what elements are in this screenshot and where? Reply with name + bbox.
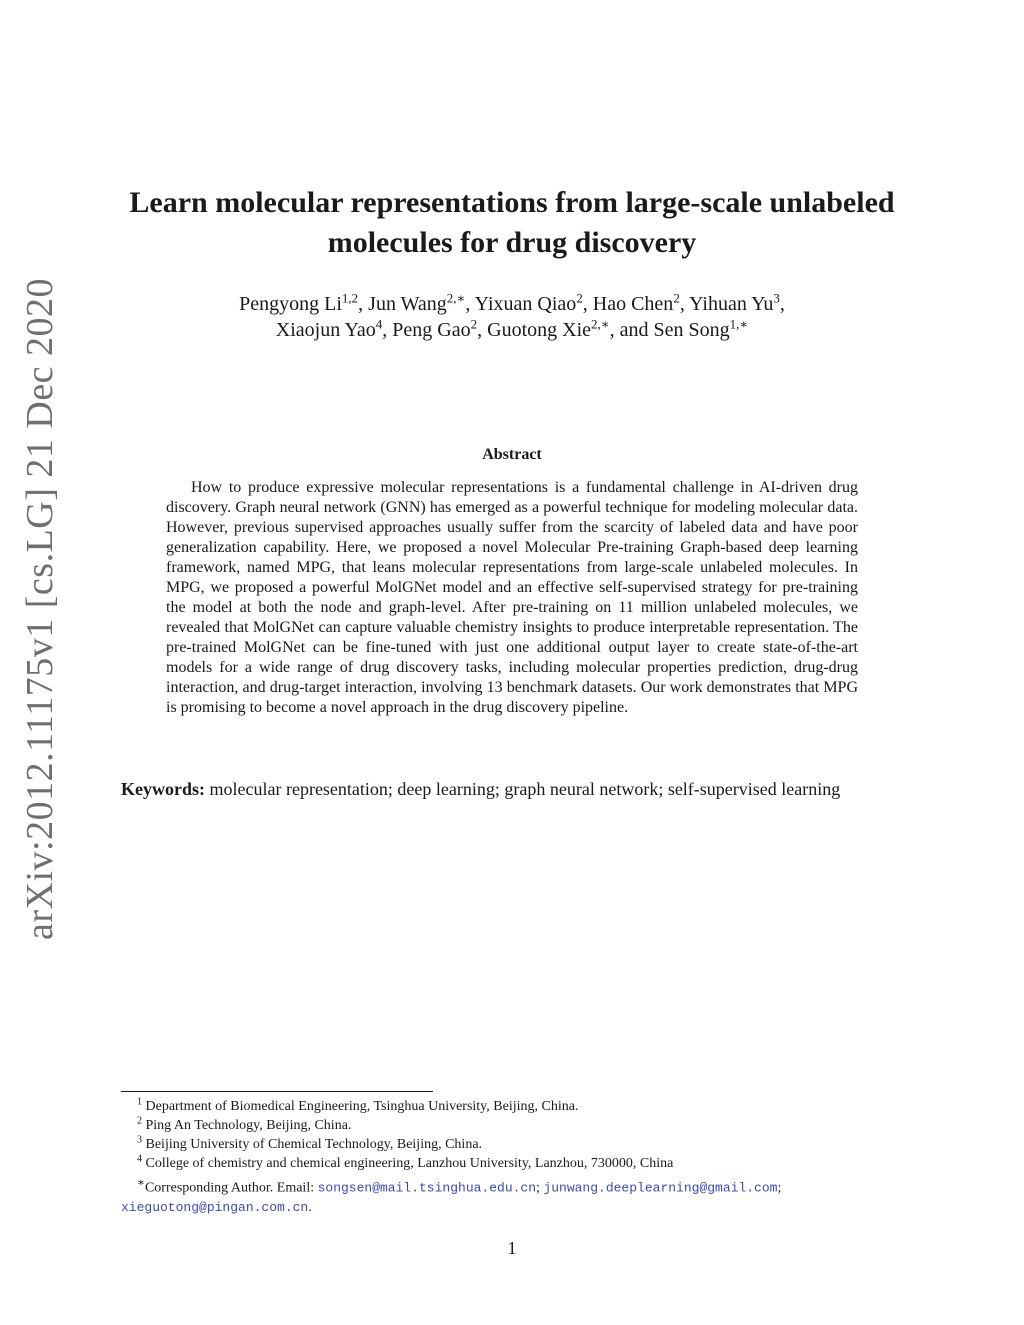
author-separator: , [465, 293, 475, 315]
author-name: Pengyong Li [239, 293, 342, 315]
footnote [121, 1116, 905, 1135]
email-link[interactable]: songsen@mail.tsinghua.edu.cn [317, 1180, 537, 1196]
author-name: Jun Wang [368, 293, 447, 315]
author-affiliation-mark: 2 [673, 290, 680, 306]
author-separator: , [382, 319, 393, 341]
corresponding-author-footnote: ∗Corresponding Author. Email: songsen@mail.tsinghua.edu.cn; junwang.deeplearning@gmail.com; [137, 1176, 782, 1196]
author-separator: , and [609, 319, 654, 341]
footnotes [121, 1097, 905, 1217]
author-affiliation-mark: 1,∗ [729, 316, 749, 332]
author-affiliation-mark: 3 [773, 290, 780, 306]
arxiv-identifier-stamp: arXiv:2012.11175v1 [cs.LG] 21 Dec 2020 [19, 277, 61, 940]
page-number: 1 [507, 1238, 517, 1258]
author-separator: , [477, 319, 488, 341]
author-name: Xiaojun Yao [275, 319, 376, 341]
author-name: Peng Gao [392, 319, 471, 341]
author-separator: , [358, 293, 369, 315]
author-separator: , [679, 293, 690, 315]
abstract-body: How to produce expressive molecular representations is a fundamental challenge in AI-driven drug discovery. Graph neural network (GNN) has emerged as a powerful technique for modeling molecular data. However, previous supervised approaches usually suffer from the scarcity of labeled data and have poor generalization capability. Here, we proposed a novel Molecular Pre-training Graph-based deep learning framework, named MPG, that leans molecular representations from large-scale unlabeled molecules. In MPG, we proposed a powerful MolGNet model and an effective self-supervised strategy for pre-training the model at both the node and graph-level. After pre-training on 11 million unlabeled molecules, we revealed that MolGNet can capture valuable chemistry insights to produce interpretable representation. The pre-trained MolGNet can be fine-tuned with just one additional output layer to create state-of-the-art models for a wide range of drug discovery tasks, including molecular properties prediction, drug-drug interaction, and drug-target interaction, involving 13 benchmark datasets. Our work demonstrates that MPG is promising to become a novel approach in the drug discovery pipeline. [166, 479, 858, 716]
email-link[interactable]: xieguotong@pingan.com.cn [121, 1199, 309, 1215]
author-affiliation-mark: 1,2 [341, 290, 359, 306]
footnote-text: Beijing University of Chemical Technology, Beijing, China. [145, 1137, 483, 1152]
paper-title: Learn molecular representations from large-scale unlabeled molecules for drug discovery [129, 186, 895, 259]
author-affiliation-mark: 2 [576, 290, 583, 306]
keywords-text: molecular representation; deep learning; graph neural network; self-supervised learning [209, 779, 841, 799]
author-separator: , [582, 293, 593, 315]
footnote-mark: 4 [137, 1153, 142, 1165]
author-name: Yihuan Yu [689, 293, 774, 315]
author-affiliation-mark: 4 [375, 316, 383, 332]
footnote-mark: 3 [137, 1134, 142, 1146]
author-name: Yixuan Qiao [474, 293, 577, 315]
footnote [121, 1154, 905, 1173]
footnote-rule [121, 1091, 433, 1092]
author-affiliation-mark: 2 [470, 316, 478, 332]
footnote-mark: 2 [137, 1115, 142, 1127]
keywords-paragraph [121, 778, 905, 800]
footnote-text: Department of Biomedical Engineering, Tsinghua University, Beijing, China. [145, 1099, 579, 1114]
author-name: Hao Chen [592, 293, 674, 315]
author-affiliation-mark: 2,∗ [446, 290, 466, 306]
corresponding-label: Corresponding Author. Email: [144, 1180, 318, 1196]
author-name: Guotong Xie [487, 319, 592, 341]
author-affiliation-mark: 2,∗ [591, 316, 610, 332]
email-link[interactable]: junwang.deeplearning@gmail.com [543, 1180, 778, 1196]
footnote-mark: 1 [137, 1096, 142, 1108]
abstract-heading: Abstract [482, 446, 542, 463]
author-name: Sen Song [653, 319, 730, 341]
footnote [121, 1097, 905, 1116]
author-list [130, 291, 894, 343]
author-separator: , [779, 293, 785, 315]
footnote [121, 1135, 905, 1154]
corresponding-continuation: xieguotong@pingan.com.cn. [121, 1199, 312, 1215]
footnote-text: Ping An Technology, Beijing, China. [145, 1118, 352, 1133]
footnote-text: College of chemistry and chemical engineering, Lanzhou University, Lanzhou, 730000, China [145, 1156, 674, 1171]
keywords-label: Keywords: [121, 779, 205, 799]
footnote-mark: ∗ [137, 1176, 145, 1189]
